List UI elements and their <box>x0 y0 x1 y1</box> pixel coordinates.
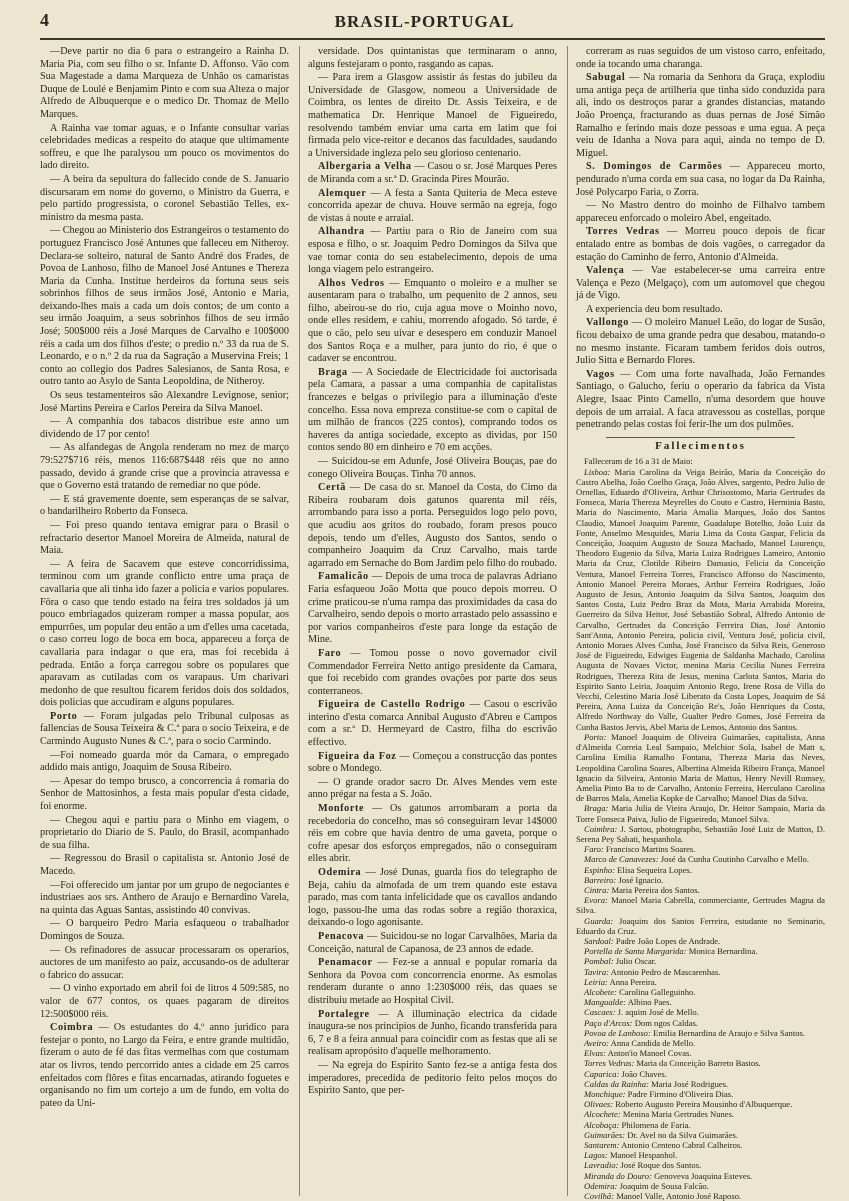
obituary-names: Menina Maria Gertrudes Nunes. <box>620 1109 735 1120</box>
obituary-names: Genoveva Joaquina Esteves. <box>651 1170 753 1181</box>
news-paragraph <box>40 750 289 775</box>
obituary-names: Manoel Valle, Antonio José Raposo. <box>614 1191 742 1201</box>
place-heading: Vagos <box>586 368 615 380</box>
place-heading: Albergaria a Velha <box>318 161 412 173</box>
obituary-place: Santarem: <box>584 1140 620 1151</box>
obituary-entry <box>576 1069 825 1079</box>
obituary-names: Manoel Joaquim de Oliveira Guimarães, capitalista, Anna d'Almeida Correia Leal Sampaio, Melchior Sola, Isabel de Matt s, Carolina Emilia Ramalho Fontana, Thereza Maria das Neves, Leopoldina Carolina Soares, Albertina Almeida Ribeiro França, Manoel Ignacio da Silveira, Antonio Maria de Mattos, Henry Nevill Rumsey, Amelia Pinto Ba to de Carvalho, Antonio Ferreira, Herculano Carolina de Barros Mala, Amelia Kopke de Carvalho; Manoel Dias da Silva. <box>576 731 825 804</box>
paragraph-text: — Apesar do tempo brusco, a concorrencia á romaria do Senhor de Mattosinhos, a festa mais popular d'esta cidade, foi enorme. <box>40 775 289 813</box>
news-paragraph <box>308 482 557 570</box>
obituary-entry <box>576 1140 825 1150</box>
obituary-entry <box>576 875 825 885</box>
obituary-names: Padre Firmino d'Oliveira Dias. <box>625 1089 734 1099</box>
obituary-place: Cintra: <box>584 884 610 895</box>
paragraph-text: — Na egreja do Espirito Santo fez-se a antiga festa dos imperadores, precedida de peditorio feito pelos moços do Espirito Santo, que per- <box>308 1059 557 1097</box>
place-heading: Torres Vedras <box>586 226 660 238</box>
obituary-names: Maria José Rodrigues. <box>648 1078 729 1089</box>
paragraph-text: — Morreu pouco depois de ficar entalado entre as bombas de dois vagões, o carregador da estação do Caminho de ferro, Antonio d'Almeida. <box>576 226 825 263</box>
paragraph-text: — O moleiro Manuel Leão, do logar de Susão, ficou debaixo de uma grande pedra que desabou, matando-o no mesmo instante. Ficaram tambem feridos dois outros, Julio Sitta e Bernardo Flores. <box>576 317 825 367</box>
obituary-entry <box>576 885 825 895</box>
paragraph-text: — Casou o escrivão interino d'esta comarca Annibal Augusto d'Abreu e Campos com a sr.ª D. Hermeyard de Castro, filha do escrivão effectivo. <box>308 699 557 749</box>
paragraph-text: — Com uma forte navalhada, João Fernandes Santiago, o Galucho, feriu o operario da fabrica da Vista Alegre, Isaac Pinto Camello, n'uma desordem que houve depois de um arraial. A faca atravessou as costellas, porque penetrando pelas costas foi ferir-lhe um dos pulmões. <box>576 368 825 431</box>
paragraph-text: — Regressou do Brasil o capitalista sr. Antonio José de Macedo. <box>40 853 289 877</box>
obituary-place: Odemira: <box>584 1180 618 1191</box>
obituary-entry <box>576 1171 825 1181</box>
news-paragraph <box>576 200 825 225</box>
obituary-place: Monchique: <box>584 1089 626 1099</box>
paragraph-text: correram as ruas seguidos de um vistoso carro, enfeitado, onde ia tocando uma charanga. <box>576 46 825 70</box>
obituary-entry <box>576 456 825 466</box>
obituary-place: Alcobete: <box>584 986 617 997</box>
obituary-entry <box>576 854 825 864</box>
obituary-place: Lagos: <box>584 1150 608 1161</box>
section-title: Fallecimentos <box>655 439 746 452</box>
paragraph-text: — Os estudantes do 4.º anno juridico para festejar o ponto, no Largo da Feira, e entre grande multidão, fizeram o auto de fé das fitas vermelhas com que costumam atar os livros, tendo percorrido antes a cidade em 25 carros enfeitados com flôres e fitas encarnadas, atirando foguetes e organisando no fim um cortejo a um de fundo, em volta do pateo da Uni- <box>40 1022 289 1109</box>
obituary-names: Anna Candida de Mello. <box>608 1037 696 1048</box>
paragraph-text: —Foi nomeado guarda mór da Camara, o empregado addido mais antigo, Joaquim de Sousa Ribeiro. <box>40 749 289 774</box>
obituary-place: Alcochete: <box>584 1109 621 1120</box>
obituary-place: Alcobaça: <box>584 1119 620 1130</box>
paragraph-text: — Para irem a Glasgow assistir ás festas do jubileu da Universidade de Glasgow, nomeou a Universidade de Coimbra, os lentes de direito Dr. Assis Teixeira, e de mathematica Dr. Henrique Manoel de Figueiredo, resolvendo também enviar uma carta em latim que foi firmada pelo vice-reitor e decanos das faculdades, saudando a Universidade ingleza pelo seu glorioso centenario. <box>308 72 557 159</box>
paragraph-text: — Os gatunos arrombaram a porta da recebedoria do concelho, mas só conseguiram levar 14$000 réis em cobre que havia dentro de uma gaveta, porque o cofre apesar dos esforços empregados, não o conseguiram elles abrir. <box>308 803 557 865</box>
obituary-names: Joaquim de Sousa Falcão. <box>617 1180 709 1191</box>
paragraph-text: — Chegou ao Ministerio dos Estrangeiros o testamento do portuguez Francisco José Antunes que falleceu em Nitheroy. Declara-se solteiro, natural de Santo André dos Frades, de Povoa de Lanhoso, filho de Manoel José Antunes e Thereza Maria da Cunha. Institue herdeiros da fortuna seus seis sobrinhos filhos de seus irmãos José, Antonio e Maria, deixando-lhes mais a cada um dois contos; de um conto a seu irmão Joaquim, a seus sobrinhos filhos de seu irmão José; 500$000 réis a José Marques de Carvalho e 100$000 réis a cada um dos filhos d'este; o predio n.º 33 da rua de S. Leonardo, e o n.º 2 da rua da Sagração a Muservina Freis; 1 conto ao collegio dos Padres Salesianos, de Santa Rosa, e outro tanto ao Asylo de Santa Leopoldina, de Nitheroy. <box>40 225 289 388</box>
obituary-names: Philomena de Faria. <box>619 1119 691 1130</box>
obituary-place: Cascaes: <box>584 1007 616 1018</box>
obituary-place: Porto: <box>584 731 607 742</box>
obituary-names: J. Sartou, photographo, Sebastião José Luiz de Mattos, D. Serena Pey Sabati, hespanhola. <box>576 823 825 844</box>
place-heading: Figueira de Castello Rodrigo <box>318 699 466 711</box>
paragraph-text: — No Mastro dentro do moinho de Filhalvo tambem appareceu enforcado o moleiro Abel, engeitado. <box>576 200 825 224</box>
news-paragraph <box>576 317 825 367</box>
obituary-place: Coimbra: <box>584 823 618 834</box>
news-paragraph <box>308 161 557 186</box>
obituary-entry <box>576 916 825 936</box>
paragraph-text: — O vinho exportado em abril foi de litros 4 509:585, no valor de 677 contos, os quaes pagaram de direitos 12:500$000 réis. <box>40 983 289 1020</box>
column-left <box>40 46 289 1196</box>
obituary-place: Lisboa: <box>584 466 611 477</box>
place-heading: Certã <box>318 482 346 494</box>
news-paragraph <box>308 957 557 1007</box>
column-right <box>567 46 825 1201</box>
news-paragraph <box>308 648 557 698</box>
obituary-entry <box>576 1160 825 1170</box>
paragraph-text: — O barqueiro Pedro Maria esfaqueou o trabalhador Domingos de Souza. <box>40 918 289 942</box>
obituary-place: Povoa de Lanhoso: <box>584 1027 651 1038</box>
place-heading: Porto <box>50 710 78 722</box>
paragraph-text: — A festa a Santa Quiteria de Meca esteve concorrida apezar de chuva. Houve sermão na egreja, fogo de vistas á noute e arraial. <box>308 187 557 224</box>
obituary-place: Olivaes: <box>584 1099 614 1110</box>
news-paragraph <box>40 390 289 415</box>
paragraph-text: — A feira de Sacavem que esteve concorridissima, terminou com um grande conflicto entre uma praça de cavallaria que ali tinha ido fazer a policia e varios populares. Fôra o caso que tendo estado na feira tres soldados já um pouco embriagados quizeram romper a massa popular, aos empurrões, um popular deu então a um d'elles uma cacetada, o caso correu logo de boca em boca, appareceu a força de cavallaria para indagar o que era, mas foi recebida á pedrada. Então a força carregou sobre os populares que aparavam as cutiladas com os varapaus. Um charivari medonho de que resultou ficarem feridos dois dos soldados, dois policias que accudiram e alguns populares. <box>40 558 289 709</box>
obituary-entry <box>576 1099 825 1109</box>
paragraph-text: — Casou o sr. José Marques Peres de Miranda com a sr.ª D. Gracinda Pires Mourão. <box>308 161 557 185</box>
obituary-entry <box>576 1018 825 1028</box>
obituary-place: Elvas: <box>584 1048 606 1059</box>
obituary-names: J. aquim José de Mello. <box>615 1007 699 1018</box>
news-paragraph <box>308 46 557 71</box>
news-paragraph <box>40 815 289 853</box>
paragraph-text: — Depois de uma troca de palavras Adriano Faria esfaqueou João Motta que pouco depois morreu. O crime praticou-se n'uma rampa das proximidades da casa do Carvalheiro, sendo depois o morto arrastado pelo assassino e por varios companheiros d'este para longe da estação de Mine. <box>308 571 557 646</box>
paragraph-text: — Partiu para o Rio de Janeiro com sua esposa e filho, o sr. Joaquim Pedro Domingos da Silva que vae tomar conta do seu estabelecimento, depois de uma longa viagem pelo estrangeiro. <box>308 226 557 276</box>
paragraph-text: — Foi preso quando tentava emigrar para o Brasil o refractario desertor Manoel Moreira de Almeida, natural de Maia. <box>40 519 289 557</box>
news-paragraph <box>40 853 289 878</box>
paragraph-text: A experiencia deu bom resultado. <box>586 303 723 315</box>
news-paragraph <box>40 174 289 224</box>
news-paragraph <box>40 520 289 558</box>
obituary-names: Joaquim dos Santos Ferreira, estudante no Seminario, Eduardo da Cruz. <box>576 915 825 936</box>
obituary-names: Maria Pereira dos Santos. <box>609 884 700 895</box>
column-middle <box>299 46 557 1196</box>
obituary-entry <box>576 1058 825 1068</box>
obituary-place: Leiria: <box>584 976 608 987</box>
paragraph-text: — A Sociedade de Electricidade foi auctorisada pela Camara, a passar a uma companhia de capitalistas francezes e belgas o privilegio para a illuminação d'este concelho. Essa nova empreza constitue-se com o capital de um milhão de francos (225 contos), comprando todos os haveres da antiga sociedade, excepto as dividas, por 150 contos sendo 80 em dinheiro e 70 em acções. <box>308 366 557 454</box>
obituary-names: Albino Paes. <box>626 997 672 1008</box>
obituary-entry <box>576 732 825 803</box>
place-heading: Portalegre <box>318 1008 370 1020</box>
paragraph-text: — Foram julgadas pelo Tribunal culposas as fallencias de Sousa Teixeira & C.ª para o socio Teixeira, e de Carmindo Augusto Nunes & C.ª, para o socio Carmindo. <box>40 710 289 748</box>
obituary-names: João Chaves. <box>619 1068 667 1079</box>
obituary-entry <box>576 936 825 946</box>
obituary-entry <box>576 1130 825 1140</box>
news-paragraph <box>308 278 557 366</box>
place-heading: Famalicão <box>318 571 369 583</box>
news-paragraph <box>576 304 825 317</box>
obituary-place: Guarda: <box>584 915 614 926</box>
paragraph-text: — Fez-se a annual e popular romaria da Senhora da Povoa com concorrencia enorme. As esmolas renderam durante o anno 1:230$000 réis, das quaes se distribuiu metade ao Hospital Civil. <box>308 957 557 1006</box>
paragraph-text: — A companhia dos tabacos distribue este anno um dividendo de 17 por cento! <box>40 416 289 440</box>
obituary-names: Falleceram de 16 a 31 de Maio: <box>584 456 693 467</box>
paragraph-text: — De casa do sr. Manoel da Costa, do Cimo da Ribeira roubaram dois gatunos quarenta mil réis, arrombando para isso a porta. Perseguidos logo pelo povo, que acudiu aos gritos do roubado, foram presos pouco depois, tendo um d'elles, Augusto dos Santos, sendo o companheiro Joaquim da Cruz Carvalho, mais tarde agarrado em Sernache do Bom Jardim pelo filho do roubado. <box>308 482 557 569</box>
place-heading: Faro <box>318 647 342 659</box>
paragraph-text: — Na romaria da Senhora da Graça, explodiu uma antiga peça de artilheria que tinha sido conduzida para ali, indo os destroços parar a grandes distancias, matando João Proença, fracturando as duas pernas de José Simão Ramalho e ferindo mais doze pessoas e uma egua. A peça veiu de Idanha a Nova para aqui, ainda no tempo de D. Miguel. <box>576 72 825 159</box>
place-heading: S. Domingos de Carmões <box>586 161 723 173</box>
obituary-entry <box>576 844 825 854</box>
obituary-names: Dr. Avel no da Silva Guimarães. <box>625 1129 739 1140</box>
news-paragraph <box>308 751 557 776</box>
paragraph-text: — José Dunas, guarda fios do telegrapho de Beja, cahiu da almofada de um trem quando este estava parado, mas com tanta infelicidade que os cavallos andando logo, passou-lhe uma das rodas sobre a região thoraxica, deixando-o logo agonisante. <box>308 867 557 929</box>
divider <box>606 437 795 438</box>
obituary-entry <box>576 1089 825 1099</box>
news-paragraph <box>40 123 289 173</box>
paragraph-text: A Rainha vae tomar aguas, e o Infante consultar varias celebridades medicas a respeito do ataque que ultimamente soffreu, e que lhe paralysou um pouco os movimentos do lado direito. <box>40 122 289 172</box>
obituary-place: Torres Vedras: <box>584 1058 635 1069</box>
obituary-place: Sardoal: <box>584 935 614 946</box>
obituary-place: Caparica: <box>584 1068 620 1079</box>
obituary-entry <box>576 946 825 956</box>
news-paragraph <box>40 442 289 492</box>
paragraph-text: — Começou a construcção das pontes sobre o Mondego. <box>308 750 557 775</box>
paragraph-text: — Os refinadores de assucar processaram os operarios, auctores de um manifesto ao paiz, accusando-os de adulterar o fabrico do assucar. <box>40 944 289 981</box>
obituary-place: Covilhã: <box>584 1191 615 1201</box>
obituary-place: Paço d'Arcos: <box>584 1017 633 1028</box>
obituary-place: Marco de Canavezes: <box>584 854 659 865</box>
paragraph-text: — O grande orador sacro Dr. Alves Mendes vem este anno prégar na festa a S. João. <box>308 776 557 801</box>
obituary-entry <box>576 824 825 844</box>
obituary-place: Miranda do Douro: <box>584 1170 652 1181</box>
page-title: BRASIL-PORTUGAL <box>334 12 515 31</box>
obituary-place: Caldas da Rainha: <box>584 1078 649 1089</box>
obituary-names: Antonio Pedro de Mascarenhas. <box>609 966 721 977</box>
paragraph-text: Os seus testamenteiros são Alexandre Levignose, senior; José Martins Pereira e Carlos Pereira da Silva Manoel. <box>40 390 289 414</box>
obituary-place: Braga: <box>584 803 609 814</box>
news-paragraph <box>40 1022 289 1110</box>
obituary-entry <box>576 1028 825 1038</box>
paragraph-text: — Appareceu morto, pendurado n'uma corda em sua casa, no logar da Da Rainha, José Polycarpo Faria, o Zorra. <box>576 161 825 198</box>
obituary-entry <box>576 1079 825 1089</box>
news-paragraph <box>40 494 289 519</box>
obituary-names: Francisco Martins Soares. <box>603 844 696 855</box>
obituary-names: Carolina Galleguinho. <box>616 986 696 997</box>
obituary-entry <box>576 977 825 987</box>
place-heading: Braga <box>318 366 348 378</box>
obituary-list <box>576 456 825 1201</box>
paragraph-text: — Chegou aqui e partiu para o Minho em viagem, o proprietario do Diario de S. Paulo, do Brasil, acompanhado de sua filha. <box>40 814 289 851</box>
paragraph-text: —Foi offerecido um jantar por um grupo de negociantes e industriaes aos srs. Anthero de Araujo e Bernardino Varela, na quinta das Aguas Santas, assistindo 40 convivas. <box>40 879 289 916</box>
obituary-place: Lavradio: <box>584 1160 619 1171</box>
news-paragraph <box>308 777 557 802</box>
news-paragraph <box>308 803 557 866</box>
obituary-entry <box>576 1191 825 1201</box>
obituary-names: Maria Julia de Vieira Araujo, Dr. Heitor Sampaio, Maria da Torre Fonseca Paiva, Julio de Figueiredo, Manoel Silva. <box>576 803 825 824</box>
obituary-names: Maria da Conceição Barreto Bastos. <box>634 1058 761 1069</box>
paragraph-text: — A illuminação electrica da cidade inaugura-se nos principios de Junho, ficando transferida para 6, 7 e 8 a feira annual para coincidir com as festas que ali se realisam apropósito d'aquelle melhoramento. <box>308 1008 557 1058</box>
obituary-entry <box>576 895 825 915</box>
news-paragraph <box>40 416 289 441</box>
obituary-names: Antonio Centeno Cabral Calheiros. <box>619 1140 743 1151</box>
obituary-names: Emilia Bernardina de Araujo e Silva Santos. <box>650 1027 806 1038</box>
obituary-place: Guimarães: <box>584 1129 626 1140</box>
paragraph-text: — Tomou posse o novo governador civil Commendador Ferreira Netto antigo presidente da Camara, que foi recebido com grandes ovações por parte dos seus conterraneos. <box>308 647 557 697</box>
place-heading: Penamacor <box>318 957 373 969</box>
paragraph-text: — Emquanto o moleiro e a mulher se ausentaram para o trabalho, um pequenito de 2 annos, seu filho, abeirou-se do rio, cuja agua move o Moinho novo, onde elles residem, e cahiu, morrendo afogado. Só tarde, é que o cão, pelo seu uivar e desespero em conduzir Manoel dos Santos Roça e a mulher, para junto do rio, é que o cadaver se encontrou. <box>308 277 558 365</box>
news-paragraph <box>308 72 557 160</box>
paragraph-text: versidade. Dos quintanistas que terminaram o anno, alguns festejaram o ponto, rasgando as capas. <box>308 46 557 70</box>
obituary-entry <box>576 1181 825 1191</box>
place-heading: Valença <box>586 265 625 277</box>
obituary-entry <box>576 1150 825 1160</box>
obituary-entry <box>576 987 825 997</box>
obituary-names: Anton'io Manoel Covas. <box>605 1048 692 1059</box>
news-paragraph <box>308 931 557 956</box>
obituary-names: Manoel Hespanhol. <box>607 1150 678 1161</box>
article-columns <box>40 46 825 1201</box>
news-paragraph <box>40 225 289 389</box>
obituary-entry <box>576 1120 825 1130</box>
obituary-entry <box>576 967 825 977</box>
news-paragraph <box>40 776 289 814</box>
obituary-place: Portella de Santa Margarida: <box>584 946 687 957</box>
news-paragraph <box>576 72 825 160</box>
news-paragraph <box>308 1060 557 1098</box>
news-paragraph <box>308 699 557 749</box>
place-heading: Alhos Vedros <box>318 277 385 289</box>
obituary-entry <box>576 1007 825 1017</box>
obituary-place: Aveiro: <box>584 1037 609 1048</box>
obituary-names: José Ignacio. <box>616 874 664 885</box>
obituary-place: Pombal: <box>584 956 614 967</box>
place-heading: Penacova <box>318 930 365 942</box>
obituary-entry <box>576 803 825 823</box>
news-paragraph <box>308 571 557 647</box>
obituary-names: José da Cunha Coutinho Carvalho e Mello. <box>658 854 809 865</box>
news-paragraph <box>576 46 825 71</box>
place-heading: Sabugal <box>586 72 626 84</box>
obituary-names: José Roque dos Santos. <box>618 1160 702 1171</box>
news-paragraph <box>308 867 557 930</box>
obituary-entry <box>576 956 825 966</box>
obituary-names: Padre João Lopes de Andrade. <box>613 935 721 946</box>
paragraph-text: — E stá gravemente doente, sem esperanças de se salvar, o bandarilheiro Roberto da Fonseca. <box>40 493 289 518</box>
news-paragraph <box>40 46 289 122</box>
section-heading <box>576 437 825 453</box>
news-paragraph <box>40 880 289 918</box>
place-heading: Odemira <box>318 867 362 878</box>
obituary-place: Mangualde: <box>584 997 627 1008</box>
obituary-place: Evora: <box>584 895 608 906</box>
news-paragraph <box>308 456 557 481</box>
news-paragraph <box>308 1009 557 1059</box>
place-heading: Coimbra <box>50 1022 94 1034</box>
obituary-names: Julio Oscar. <box>613 956 657 967</box>
paragraph-text: —Deve partir no dia 6 para o estrangeiro a Rainha D. Maria Pia, com seu filho o sr. Infante D. Affonso. Vão com Sua Magestade a dama Marqueza de Unhão os camaristas Duque de Loulé e Benjamim Pinto e com sua Alteza o major Alfredo de Albuquerque e o medico Dr. Thomaz de Mello Marques. <box>40 46 289 120</box>
obituary-entry <box>576 865 825 875</box>
obituary-entry <box>576 1038 825 1048</box>
place-heading: Alemquer <box>318 187 367 199</box>
news-paragraph <box>308 226 557 276</box>
obituary-names: Dom ngos Caldas. <box>632 1017 698 1028</box>
news-paragraph <box>40 983 289 1021</box>
news-paragraph <box>576 369 825 432</box>
news-paragraph <box>40 559 289 710</box>
news-paragraph <box>308 188 557 226</box>
place-heading: Vallongo <box>586 317 629 329</box>
obituary-entry <box>576 1109 825 1119</box>
place-heading: Alhandra <box>318 226 365 238</box>
obituary-names: Elisa Sequeira Lopes. <box>615 864 692 875</box>
obituary-entry <box>576 997 825 1007</box>
obituary-place: Espinho: <box>584 864 616 875</box>
news-paragraph <box>308 367 557 455</box>
news-paragraph <box>576 161 825 199</box>
paragraph-text: — As alfandegas de Angola renderam no mez de março 79:527$716 réis, menos 116:687$448 réis que no anno passado, devido á grande crise que a provincia atravessa e que o Governo está tratando de remediar no que póde. <box>40 442 289 492</box>
obituary-names: Anna Pereira. <box>607 976 657 987</box>
paragraph-text: — Suicidou-se no logar Carvalhões, Maria da Conceição, natural de Capanosa, de 23 annos de edade. <box>308 930 557 955</box>
paragraph-text: — Suicidou-se em Adunfe, José Oliveira Bouças, pae do conego Oliveira Bouças. Tinha 70 annos. <box>308 456 557 480</box>
obituary-names: Manoel Maria Cabrella, commerciante, Gertrudes Magna da Silva. <box>576 895 825 916</box>
page-number: 4 <box>40 10 49 30</box>
place-heading: Figueira da Foz <box>318 750 397 762</box>
news-paragraph <box>40 918 289 943</box>
obituary-place: Tavira: <box>584 966 609 977</box>
obituary-entry <box>576 1048 825 1058</box>
place-heading: Monforte <box>318 803 365 815</box>
obituary-names: Monica Bernardina. <box>686 946 758 957</box>
news-paragraph <box>40 711 289 749</box>
obituary-names: Roberto Augusto Pereira Mousinho d'Albuquerque. <box>613 1099 793 1110</box>
news-paragraph <box>576 226 825 264</box>
paragraph-text: — Vae estabelecer-se uma carreira entre Valença e Pezo (Melgaço), com um automovel que chegou já de Vigo. <box>576 265 825 302</box>
paragraph-text: — A beira da sepultura do fallecido conde de S. Januario discursaram em nome do governo, o Ministro da Guerra, e pelo partido progressista, o coronel Sebastião Telles, ex-ministro da mesma pasta. <box>40 173 289 223</box>
news-paragraph <box>40 945 289 983</box>
news-paragraph <box>576 265 825 303</box>
obituary-entry <box>576 467 825 732</box>
obituary-names: Maria Carolina da Veiga Beirão, Maria da Conceição do Castro Abelha, João Coelho Graça, João Alves, sargento, Pedro Julio de Ornellas, Eduardo d'Oliveira, Arthur Chrisostomo, Maria Gertrudes da Fonseca, Maria Thereza Meyrelles do Couto e Castro, Herminia Basto, Maria do Nascimento, Maria Amalia Marques, João dos Santos Claudio, Manoel Joaquim Parente, Guadalupe Botelho, João Luiz da Fonte, Anselmo Mesquides, Maria Lima da Costa Gaspar, Felicia da Conceição, Joaquim Augusto de Souza Machado, Manoel Lourenço, Theodoro Eugenio da Silva, Maria Luiza Rodrigues Lameiro, Antonio Maria da Cruz, Clotilde Ribeiro Damasio, Felicia da Conceição Ventura, Manoel Ferreira Torres, Francisco Affonso do Nascimento, Antonio Manoel Pereira Moraes, Arthur Ferreira Rodrigues, João Augusto de Jesus, Antonio Joaquim da Silva Santos, Joaquim dos Santos Costa, Luiz Pedro Braz da Mota, Maria Arrabida Moreira, Guerreiro da Silva Heitor, José Sebastião Sobral, Alfredo Antonio de Carvalho, Gertrudes da Conceição Ferreira Dias, José Antonio Sant'Anna, Antonio Pereira, policia civil, Ventura José, policia civil, Antonio Moraes Alves Cunha, José Francisco da Silva Reis, Generoso José de Figueiredo, Edwiges Eugenia de Saldanha Machado, Carolina Augusta de Novaes Victor, menina Maria Cecilia Nunes Ferreira Rodrigues, Thereza Rita de Jesus, menina Carlota Santos, Maria do Espirito Santo Leiria, Joaquim Antonio Rego, Irene Rosa de Villa do Vecchi, Celestino Maria José Liberato da Costa Lopes, Joaquim de Sá Pereira, Anna Luiza da Conceição Re's, João Henriques da Costa, Alfredo Northway do Valle, Gualter Pedro Gomes, José Ferreira da Cunha Bastos Jervis, Abel Maria de Lemos, Antonio dos Santos. <box>576 466 825 732</box>
obituary-place: Faro: <box>584 844 604 855</box>
obituary-place: Barreiro: <box>584 874 617 885</box>
